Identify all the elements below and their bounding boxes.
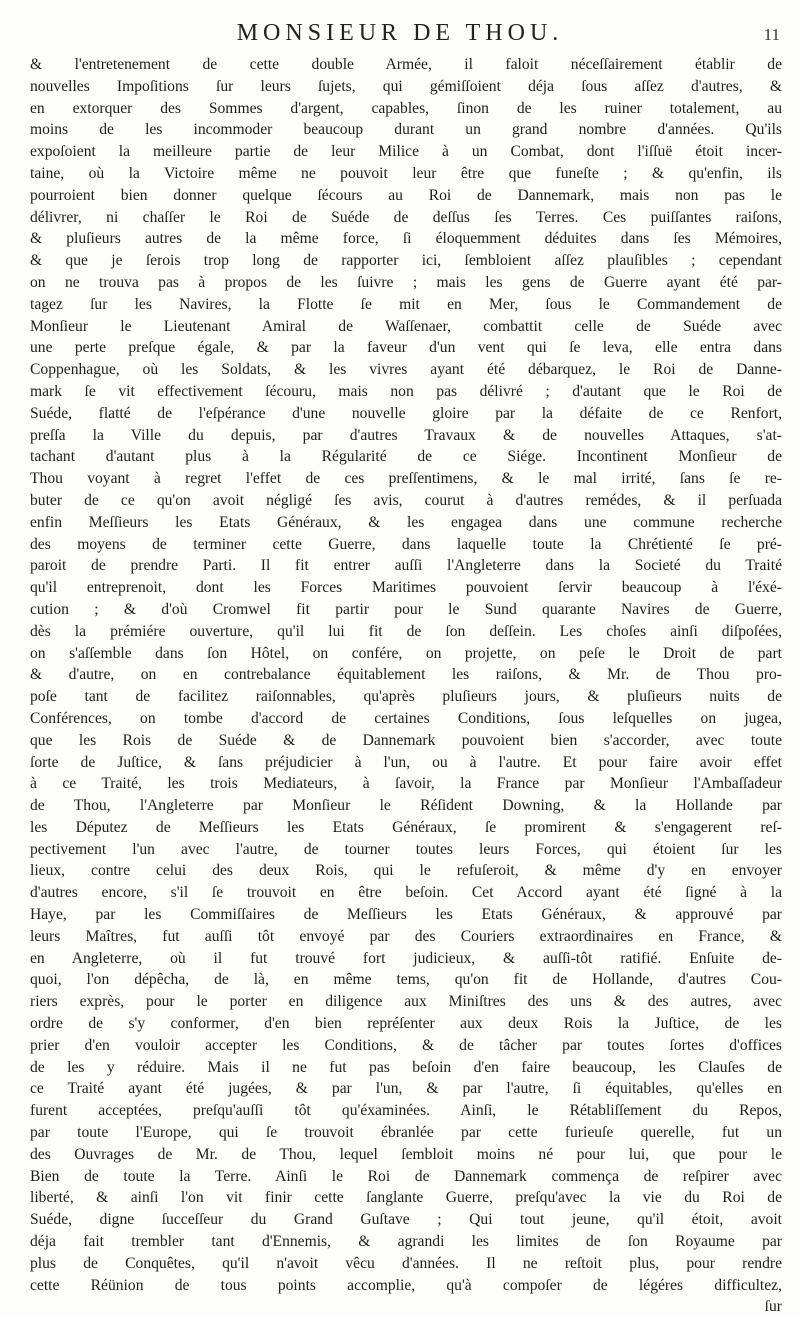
text-line: & que je ſerois trop long de rapporter ici, ſembloient aſſez plauſibles ; cependant (30, 252, 782, 270)
text-line: en Angleterre, où il fut trouvé fort judicieux, & auſſi-tôt ratifié. Enſuite de- (30, 949, 782, 967)
text-line: expoſoient la meilleure partie de leur Milice à un Combat, dont l'iſſuë étoit incer- (30, 143, 782, 161)
text-line: poſe tant de facilitez raiſonnables, qu'après pluſieurs jours, & pluſieurs nuits de (30, 688, 782, 706)
text-line: enfin Meſſieurs les Etats Généraux, & les engagea dans une commune recherche (30, 513, 782, 531)
text-line: pourroient bien donner quelque ſécours au Roi de Dannemark, mais non pas le (30, 186, 782, 204)
text-line: d'autres encore, s'il ſe trouvoit en être beſoin. Cet Accord ayant été ſigné à la (30, 884, 782, 902)
text-line: moins de les incommoder beaucoup durant un grand nombre d'années. Qu'ils (30, 121, 782, 139)
text-line: de les y réduire. Mais il ne fut pas beſoin d'en faire beaucoup, les Clauſes de (30, 1058, 782, 1076)
text-line: ordre de s'y conformer, d'en bien repréſenter aux deux Rois la Juſtice, de les (30, 1015, 782, 1033)
text-line: plus de Conquêtes, qu'il n'avoit vêcu d'années. Il ne reſtoit plus, pour rendre (30, 1254, 782, 1272)
text-line: Suéde, flatté de l'eſpérance d'une nouvelle gloire par la défaite de ce Renfort, (30, 404, 782, 422)
text-line: paroit de prendre Parti. Il fit entrer auſſi l'Angleterre dans la Societé du Traité (30, 557, 782, 575)
text-line: riers exprès, pour le porter en diligence aux Miniſtres des uns & des autres, avec (30, 993, 782, 1011)
text-line: pectivement l'un avec l'autre, de tourner toutes leurs Forces, qui étoient ſur les (30, 840, 782, 858)
text-line: cution ; & d'où Cromwel fit partir pour le Sund quarante Navires de Guerre, (30, 600, 782, 618)
text-line: des Ouvrages de Mr. de Thou, lequel ſembloit moins né pour lui, que pour le (30, 1145, 782, 1163)
text-line: cette Réünion de tous points accomplie, qu'à compoſer de légéres difficultez, (30, 1276, 782, 1294)
text-line: de Thou, l'Angleterre par Monſieur le Réſident Downing, & la Hollande par (30, 797, 782, 815)
text-line: dès la prémiére ouverture, qu'il lui fit de ſon deſſein. Les choſes ainſi diſpoſées, (30, 622, 782, 640)
text-line: qu'il entreprenoit, dont les Forces Maritimes pouvoient ſervir beaucoup à l'éxé- (30, 579, 782, 597)
text-line: liberté, & ainſi l'on vit finir cette ſanglante Guerre, preſqu'avec la vie du Roi de (30, 1189, 782, 1207)
text-line: prier d'en vouloir accepter les Conditions, & de tâcher par toutes ſortes d'offices (30, 1036, 782, 1054)
text-line: Coppenhague, où les Soldats, & les vivres ayant été débarquez, le Roi de Danne- (30, 361, 782, 379)
text-line: & d'autre, on en contrebalance équitablement les raiſons, & Mr. de Thou pro- (30, 666, 782, 684)
text-line: en extorquer des Sommes d'argent, capables, ſinon de les ruiner totalement, au (30, 99, 782, 117)
text-line: & pluſieurs autres de la même force, ſi éloquemment déduites dans ſes Mémoires, (30, 230, 782, 248)
text-line: furent acceptées, preſqu'auſſi tôt qu'éxaminées. Ainſi, le Rétabliſſement du Repos, (30, 1102, 782, 1120)
text-line: Suéde, digne ſucceſſeur du Grand Guſtave ; Qui tout jeune, qu'il étoit, avoit (30, 1211, 782, 1229)
text-line: à ce Traité, les trois Mediateurs, à ſavoir, la France par Monſieur l'Ambaſſadeur (30, 775, 782, 793)
text-line: ce Traité ayant été jugées, & par l'un, & par l'autre, ſi équitables, qu'elles en (30, 1080, 782, 1098)
text-line: Monſieur le Lieutenant Amiral de Waſſenaer, combattit celle de Suéde avec (30, 317, 782, 335)
text-line: une perte preſque égale, & par la faveur d'un vent qui ſe leva, elle entra dans (30, 339, 782, 357)
text-line: Conférences, on tombe d'accord de certaines Conditions, ſous leſquelles on jugea, (30, 709, 782, 727)
text-line: par toute l'Europe, qui ſe trouvoit ébranlée par cette furieuſe querelle, fut un (30, 1124, 782, 1142)
running-title: MONSIEUR DE THOU. (236, 20, 564, 46)
text-line: ſorte de Juſtice, & ſans préjudicier à l'un, ou à l'autre. Et pour faire avoir effet (30, 753, 782, 771)
text-line: Haye, par les Commiſſaires de Meſſieurs les Etats Généraux, & approuvé par (30, 906, 782, 924)
text-line: délivrer, ni chaſſer le Roi de Suéde de deſſus ſes Terres. Ces puiſſantes raiſons, (30, 208, 782, 226)
text-line: on ne trouva pas à propos de les ſuivre ; mais les gens de Guerre ayant été par- (30, 273, 782, 291)
text-line: lieux, contre celui des deux Rois, qui le refuſeroit, & même d'y en envoyer (30, 862, 782, 880)
text-line: des moyens de terminer cette Guerre, dans laquelle toute la Chrétienté ſe pré- (30, 535, 782, 553)
text-line: preſſa la Ville du depuis, par d'autres Travaux & de nouvelles Attaques, s'at- (30, 426, 782, 444)
text-line: Bien de toute la Terre. Ainſi le Roi de Dannemark commença de reſpirer avec (30, 1167, 782, 1185)
text-line: & l'entretenement de cette double Armée, il faloit néceſſairement établir de (30, 56, 782, 73)
text-line: tachant d'autant plus à la Régularité de ce Siége. Incontinent Monſieur de (30, 448, 782, 466)
text-line: buter de ce qu'on avoit négligé ſes avis, courut à d'autres remédes, & il perſuada (30, 491, 782, 509)
page-number: 11 (763, 25, 780, 44)
running-head (0, 16, 800, 50)
text-line: quoi, l'on dépêcha, de là, en même tems, qu'on fit de Hollande, d'autres Cou- (30, 971, 782, 989)
text-line: leurs Maîtres, fut auſſi tôt envoyé par des Couriers extraordinaires en France, & (30, 927, 782, 945)
text-line: déja fait trembler tant d'Ennemis, & agrandi les limites de ſon Royaume par (30, 1233, 782, 1251)
text-line: que les Rois de Suéde & de Dannemark pouvoient bien s'accorder, avec toute (30, 731, 782, 749)
text-line: tagez ſur les Navires, la Flotte ſe mit en Mer, ſous le Commandement de (30, 295, 782, 313)
text-line: ſur (764, 1298, 782, 1316)
text-line: mark ſe vit effectivement ſécouru, mais non pas délivré ; d'autant que le Roi de (30, 382, 782, 400)
text-line: nouvelles Impoſitions ſur leurs ſujets, qui gémiſſoient déja ſous aſſez d'autres, & (30, 77, 782, 95)
text-line: taine, où la Victoire même ne pouvoit leur être que funeſte ; & qu'enfin, ils (30, 164, 782, 182)
text-line: les Députez de Meſſieurs les Etats Généraux, ſe promirent & s'engagerent reſ- (30, 818, 782, 836)
text-line: on s'aſſemble dans ſon Hôtel, on confére, on projette, on peſe le Droit de part (30, 644, 782, 662)
body-text (30, 54, 782, 1316)
text-line: Thou voyant à regret l'effet de ces preſſentimens, & le mal irrité, ſans ſe re- (30, 470, 782, 488)
